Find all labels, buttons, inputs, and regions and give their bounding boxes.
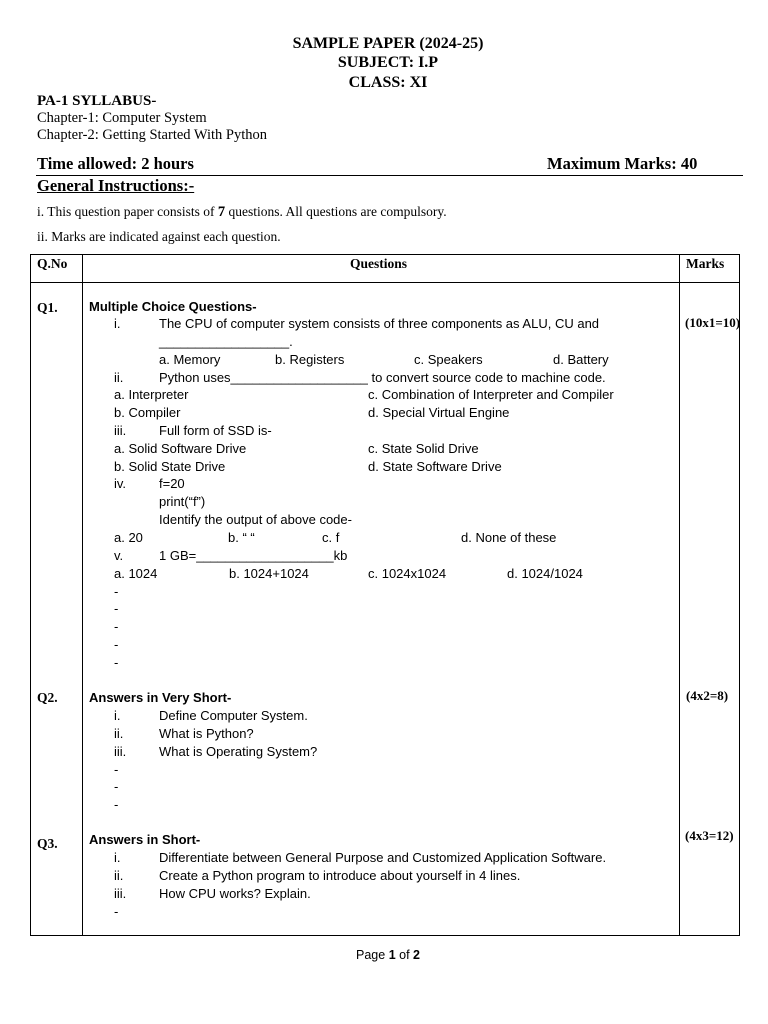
- q1-blank-item: -: [114, 655, 119, 670]
- header-qno: Q.No: [37, 256, 68, 271]
- q1-iii-option-d: d. State Software Drive: [368, 459, 502, 474]
- q1-iv-option-d: d. None of these: [461, 530, 557, 545]
- q1-i-number: i.: [114, 316, 121, 331]
- instruction-1: i. This question paper consists of 7 questions. All questions are compulsory.: [37, 204, 447, 220]
- q1-i-option-a: a. Memory: [159, 352, 221, 367]
- column-divider: [82, 255, 83, 935]
- syllabus-title: PA-1 SYLLABUS-: [37, 93, 157, 109]
- q1-ii-option-d: d. Special Virtual Engine: [368, 405, 510, 420]
- q2-i-text: Define Computer System.: [159, 708, 308, 723]
- q1-i-text: The CPU of computer system consists of three components as ALU, CU and: [159, 316, 600, 331]
- q3-i-number: i.: [114, 850, 121, 865]
- q1-v-option-d: d. 1024/1024: [507, 566, 583, 581]
- q1-i-option-b: b. Registers: [275, 352, 345, 367]
- q2-blank-item: -: [114, 762, 119, 777]
- q1-v-text: 1 GB=___________________kb: [159, 548, 348, 563]
- q3-ii-number: ii.: [114, 868, 124, 883]
- q1-ii-text: Python uses___________________ to convert source code to machine code.: [159, 370, 606, 385]
- q3-i-text: Differentiate between General Purpose and Customized Application Software.: [159, 850, 607, 865]
- paper-class: CLASS: XI: [348, 74, 428, 91]
- instruction-2: ii. Marks are indicated against each question.: [37, 229, 281, 244]
- q1-ii-option-c: c. Combination of Interpreter and Compiler: [368, 387, 614, 402]
- q2-title: Answers in Very Short-: [89, 690, 232, 705]
- q1-i-blank: __________________.: [159, 334, 293, 349]
- q3-marks: (4x3=12): [685, 828, 734, 843]
- q1-iv-option-b: b. “ “: [228, 530, 255, 545]
- q3-title: Answers in Short-: [89, 832, 201, 847]
- q1-i-option-c: c. Speakers: [414, 352, 483, 367]
- q3-iii-text: How CPU works? Explain.: [159, 886, 311, 901]
- q1-v-option-c: c. 1024x1024: [368, 566, 447, 581]
- header-marks: Marks: [686, 256, 725, 271]
- q1-iii-option-b: b. Solid State Drive: [114, 459, 226, 474]
- q1-iii-option-c: c. State Solid Drive: [368, 441, 479, 456]
- page-number: Page 1 of 2: [356, 948, 420, 962]
- q1-iv-code-1: f=20: [159, 476, 185, 491]
- q1-ii-option-a: a. Interpreter: [114, 387, 189, 402]
- syllabus-chapter-2: Chapter-2: Getting Started With Python: [37, 127, 268, 143]
- q1-v-number: v.: [114, 548, 124, 563]
- maximum-marks: Maximum Marks: 40: [547, 154, 698, 173]
- q3-ii-text: Create a Python program to introduce about yourself in 4 lines.: [159, 868, 521, 883]
- q2-i-number: i.: [114, 708, 121, 723]
- q1-v-option-b: b. 1024+1024: [229, 566, 309, 581]
- q1-iv-text: Identify the output of above code-: [159, 512, 352, 527]
- q1-blank-item: -: [114, 601, 119, 616]
- header-questions: Questions: [350, 256, 408, 271]
- q2-ii-text: What is Python?: [159, 726, 254, 741]
- paper-subject: SUBJECT: I.P: [337, 54, 439, 71]
- q1-blank-item: -: [114, 584, 119, 599]
- q1-ii-option-b: b. Compiler: [114, 405, 181, 420]
- q2-blank-item: -: [114, 797, 119, 812]
- q1-iv-option-a: a. 20: [114, 530, 143, 545]
- q1-i-option-d: d. Battery: [553, 352, 609, 367]
- q1-number: Q1.: [37, 300, 58, 315]
- q1-iv-code-2: print(“f”): [159, 494, 206, 509]
- q3-number: Q3.: [37, 836, 58, 851]
- q1-marks: (10x1=10): [685, 315, 741, 330]
- q2-blank-item: -: [114, 779, 119, 794]
- q1-title: Multiple Choice Questions-: [89, 299, 257, 314]
- syllabus-chapter-1: Chapter-1: Computer System: [37, 110, 207, 126]
- q1-iii-option-a: a. Solid Software Drive: [114, 441, 247, 456]
- q1-iii-text: Full form of SSD is-: [159, 423, 272, 438]
- q1-iv-option-c: c. f: [322, 530, 340, 545]
- q1-v-option-a: a. 1024: [114, 566, 158, 581]
- q3-blank-item: -: [114, 904, 119, 919]
- column-divider: [679, 255, 680, 935]
- paper-title: SAMPLE PAPER (2024-25): [292, 35, 484, 52]
- q1-iv-number: iv.: [114, 476, 127, 491]
- time-allowed: Time allowed: 2 hours: [37, 154, 194, 173]
- q2-iii-text: What is Operating System?: [159, 744, 318, 759]
- q2-number: Q2.: [37, 690, 58, 705]
- header-divider: [31, 282, 739, 283]
- q2-marks: (4x2=8): [686, 688, 729, 703]
- q1-blank-item: -: [114, 619, 119, 634]
- q3-iii-number: iii.: [114, 886, 127, 901]
- general-instructions-title: General Instructions:-: [37, 176, 195, 195]
- q1-iii-number: iii.: [114, 423, 127, 438]
- q1-ii-number: ii.: [114, 370, 124, 385]
- q2-iii-number: iii.: [114, 744, 127, 759]
- q2-ii-number: ii.: [114, 726, 124, 741]
- q1-blank-item: -: [114, 637, 119, 652]
